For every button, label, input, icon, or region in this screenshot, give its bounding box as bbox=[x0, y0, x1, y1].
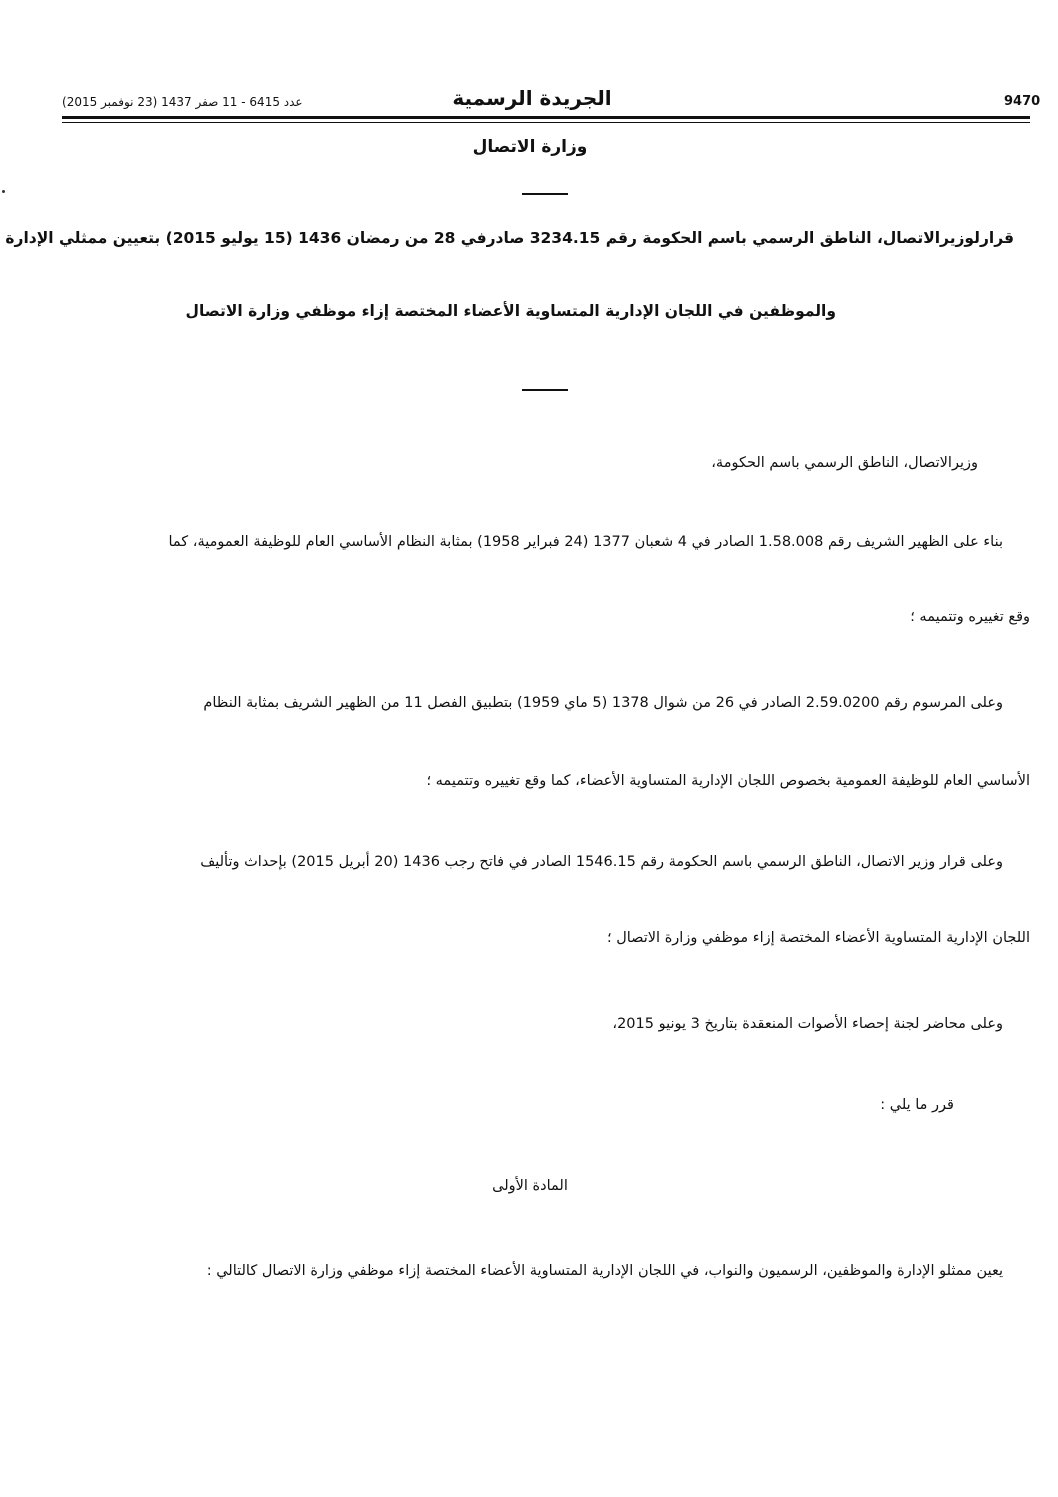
body-paragraph: وعلى المرسوم رقم 2.59.0200 الصادر في 26 من شوال 1378 (5 ماي 1959) بتطبيق الفصل 11 من الظهير الشريف بمثابة النظام bbox=[203, 695, 1003, 711]
separator-dash bbox=[522, 193, 568, 195]
body-paragraph: يعين ممثلو الإدارة والموظفين، الرسميون والنواب، في اللجان الإدارية المتساوية الأعضاء المختصة إزاء موظفي وزارة الاتصال كالتالي : bbox=[206, 1263, 1003, 1279]
body-paragraph: وعلى محاضر لجنة إحصاء الأصوات المنعقدة بتاريخ 3 يونيو 2015، bbox=[612, 1016, 1003, 1032]
gazette-title: الجريدة الرسمية bbox=[452, 86, 612, 110]
body-paragraph: الأساسي العام للوظيفة العمومية بخصوص اللجان الإدارية المتساوية الأعضاء، كما وقع تغييره وتتميمه ؛ bbox=[426, 773, 1030, 789]
decision-clause: قرر ما يلي : bbox=[880, 1097, 954, 1113]
ministry-heading: وزارة الاتصال bbox=[472, 137, 588, 157]
decision-title-line-2: والموظفين في اللجان الإدارية المتساوية الأعضاء المختصة إزاء موظفي وزارة الاتصال bbox=[185, 302, 836, 320]
decision-title-line-1: قرارلوزيرالاتصال، الناطق الرسمي باسم الحكومة رقم 3234.15 صادرفي 28 من رمضان 1436 (15 يوليو 2015) بتعيين ممثلي الإدارة bbox=[5, 229, 1014, 247]
scan-mark bbox=[2, 190, 5, 193]
header-rule-thick bbox=[62, 116, 1030, 119]
body-paragraph: بناء على الظهير الشريف رقم 1.58.008 الصادر في 4 شعبان 1377 (24 فبراير 1958) بمثابة النظام الأساسي العام للوظيفة العمومية، كما bbox=[168, 534, 1003, 550]
page-number: 9470 bbox=[1004, 94, 1041, 109]
separator-dash bbox=[522, 389, 568, 391]
body-paragraph: وعلى قرار وزير الاتصال، الناطق الرسمي باسم الحكومة رقم 1546.15 الصادر في فاتح رجب 1436 (20 أبريل 2015) بإحداث وتأليف bbox=[200, 854, 1003, 870]
header-rule-thin bbox=[62, 122, 1030, 123]
article-heading: المادة الأولى bbox=[492, 1178, 568, 1194]
issue-info: عدد 6415 - 11 صفر 1437 (23 نوفمبر 2015) bbox=[62, 95, 303, 109]
body-paragraph: وزيرالاتصال، الناطق الرسمي باسم الحكومة، bbox=[711, 455, 978, 471]
body-paragraph: وقع تغييره وتتميمه ؛ bbox=[910, 609, 1030, 625]
body-paragraph: اللجان الإدارية المتساوية الأعضاء المختصة إزاء موظفي وزارة الاتصال ؛ bbox=[607, 930, 1030, 946]
